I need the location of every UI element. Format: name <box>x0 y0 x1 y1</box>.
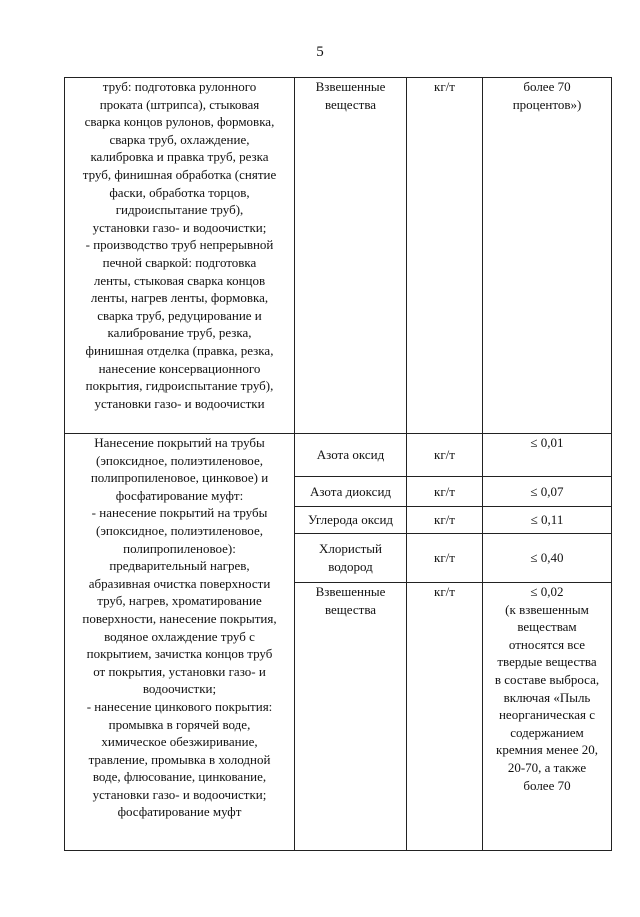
process-description-line: калибровка и правка труб, резка <box>90 149 269 165</box>
substance-name-cell <box>295 583 407 851</box>
process-description-line: полипропиленовое, цинковое) и <box>90 470 269 486</box>
process-description-line: (эпоксидное, полиэтиленовое, <box>96 452 263 468</box>
substance-name-cell <box>295 534 407 583</box>
substance-name-line: Хлористый <box>319 541 382 557</box>
limit-value-cell <box>483 434 612 477</box>
process-description-line: проката (штрипса), стыковая <box>99 96 260 112</box>
process-description-line: калибрование труб, резка, <box>107 325 252 341</box>
limit-value-line: относятся все <box>508 636 586 652</box>
process-description-line: покрытия, гидроиспытание труб), <box>85 378 274 394</box>
limit-value-line: (к взвешенным <box>505 601 589 617</box>
unit-cell: кг/т <box>407 583 483 851</box>
substance-name-line: водород <box>328 559 373 574</box>
process-description-line: воде, флюсование, цинкование, <box>92 769 267 785</box>
process-description-line: нанесение консервационного <box>98 360 261 376</box>
limit-value-line: более 70 <box>523 79 571 94</box>
page-number: 5 <box>316 44 324 60</box>
process-description-line: покрытием, зачистка концов труб <box>86 646 273 662</box>
limit-value-cell <box>483 477 612 507</box>
unit-cell: кг/т <box>407 477 483 507</box>
limit-value-line: кремния менее 20, <box>496 742 598 758</box>
process-description-line: ленты, нагрев ленты, формовка, <box>90 290 269 306</box>
limit-value-line: ≤ 0,40 <box>530 550 564 566</box>
limit-value-line: 20-70, а также <box>507 759 587 775</box>
process-description-line: сварка концов рулонов, формовка, <box>84 114 275 130</box>
unit-cell: кг/т <box>407 507 483 534</box>
process-description-line: поверхности, нанесение покрытия, <box>82 610 277 626</box>
process-description-line: химическое обезжиривание, <box>101 734 258 750</box>
limit-value-line: включая «Пыль <box>503 689 591 705</box>
process-description-line: фаски, обработка торцов, <box>109 184 250 200</box>
process-description-line: водоочистки; <box>142 681 217 697</box>
limit-value-cell <box>483 507 612 534</box>
substance-name-line: Взвешенные <box>315 79 386 94</box>
process-description-line: - нанесение покрытий на трубы <box>91 505 268 521</box>
process-description-line: труб, финишная обработка (снятие <box>82 166 277 182</box>
process-description-line: сварка труб, охлаждение, <box>109 131 250 147</box>
emissions-table <box>64 77 612 851</box>
table-row <box>65 78 612 434</box>
limit-value-line: ≤ 0,11 <box>530 512 564 528</box>
process-description-line: полипропиленовое): <box>123 540 236 556</box>
unit-cell: кг/т <box>407 534 483 583</box>
process-description-line: от покрытия, установки газо- и <box>93 663 266 679</box>
process-description-line: фосфатирование муфт: <box>115 487 244 503</box>
process-description-line: гидроиспытание труб), <box>115 202 244 218</box>
substance-name-cell <box>295 477 407 507</box>
limit-value-line: ≤ 0,07 <box>530 483 564 499</box>
process-description-line: ленты, стыковая сварка концов <box>93 272 266 288</box>
substance-name-line: Азота оксид <box>316 447 385 463</box>
limit-value-line: твердые вещества <box>497 654 597 670</box>
limit-value-line: более 70 <box>523 777 571 793</box>
substance-name-cell <box>295 434 407 477</box>
process-description-line: установки газо- и водоочистки <box>94 395 265 411</box>
limit-value-line: неорганическая с <box>498 707 596 723</box>
limit-value-line: в составе выброса, <box>494 671 600 687</box>
substance-name-line: Азота диоксид <box>309 483 392 499</box>
limit-value-cell <box>483 78 612 434</box>
process-description-line: водяное охлаждение труб с <box>104 628 255 644</box>
process-description-line: фосфатирование муфт <box>117 804 242 820</box>
process-description-line: труб, нагрев, хроматирование <box>97 593 262 609</box>
limit-value-line: ≤ 0,01 <box>530 435 564 450</box>
limit-value-line: процентов») <box>512 96 582 112</box>
limit-value-cell <box>483 534 612 583</box>
substance-name-line: Взвешенные <box>315 584 386 599</box>
limit-value-line: ≤ 0,02 <box>530 584 564 599</box>
table-row <box>65 434 612 477</box>
process-description-line: (эпоксидное, полиэтиленовое, <box>96 522 263 538</box>
unit-cell: кг/т <box>407 434 483 477</box>
process-description-line: - нанесение цинкового покрытия: <box>86 698 273 714</box>
process-description-line: печной сваркой: подготовка <box>102 254 257 270</box>
process-description-line: установки газо- и водоочистки; <box>92 219 267 235</box>
process-description-line: финишная отделка (правка, резка, <box>85 342 274 358</box>
process-description-cell <box>65 434 295 851</box>
process-description-line: труб: подготовка рулонного <box>102 79 257 94</box>
process-description-line: - производство труб непрерывной <box>85 237 274 253</box>
process-description-line: промывка в горячей воде, <box>108 716 251 732</box>
process-description-line: сварка труб, редуцирование и <box>97 307 262 323</box>
process-description-line: предварительный нагрев, <box>109 558 250 574</box>
process-description-cell <box>65 78 295 434</box>
process-description-line: установки газо- и водоочистки; <box>92 786 267 802</box>
limit-value-line: содержанием <box>510 724 584 740</box>
substance-name-line: вещества <box>324 601 377 617</box>
limit-value-line: веществам <box>517 619 577 635</box>
substance-name-cell <box>295 78 407 434</box>
substance-name-line: Углерода оксид <box>307 512 394 528</box>
substance-name-line: вещества <box>324 96 377 112</box>
unit-cell: кг/т <box>407 78 483 434</box>
process-description-line: Нанесение покрытий на трубы <box>94 435 265 450</box>
substance-name-cell <box>295 507 407 534</box>
limit-value-cell <box>483 583 612 851</box>
process-description-line: абразивная очистка поверхности <box>88 575 271 591</box>
process-description-line: травление, промывка в холодной <box>88 751 271 767</box>
